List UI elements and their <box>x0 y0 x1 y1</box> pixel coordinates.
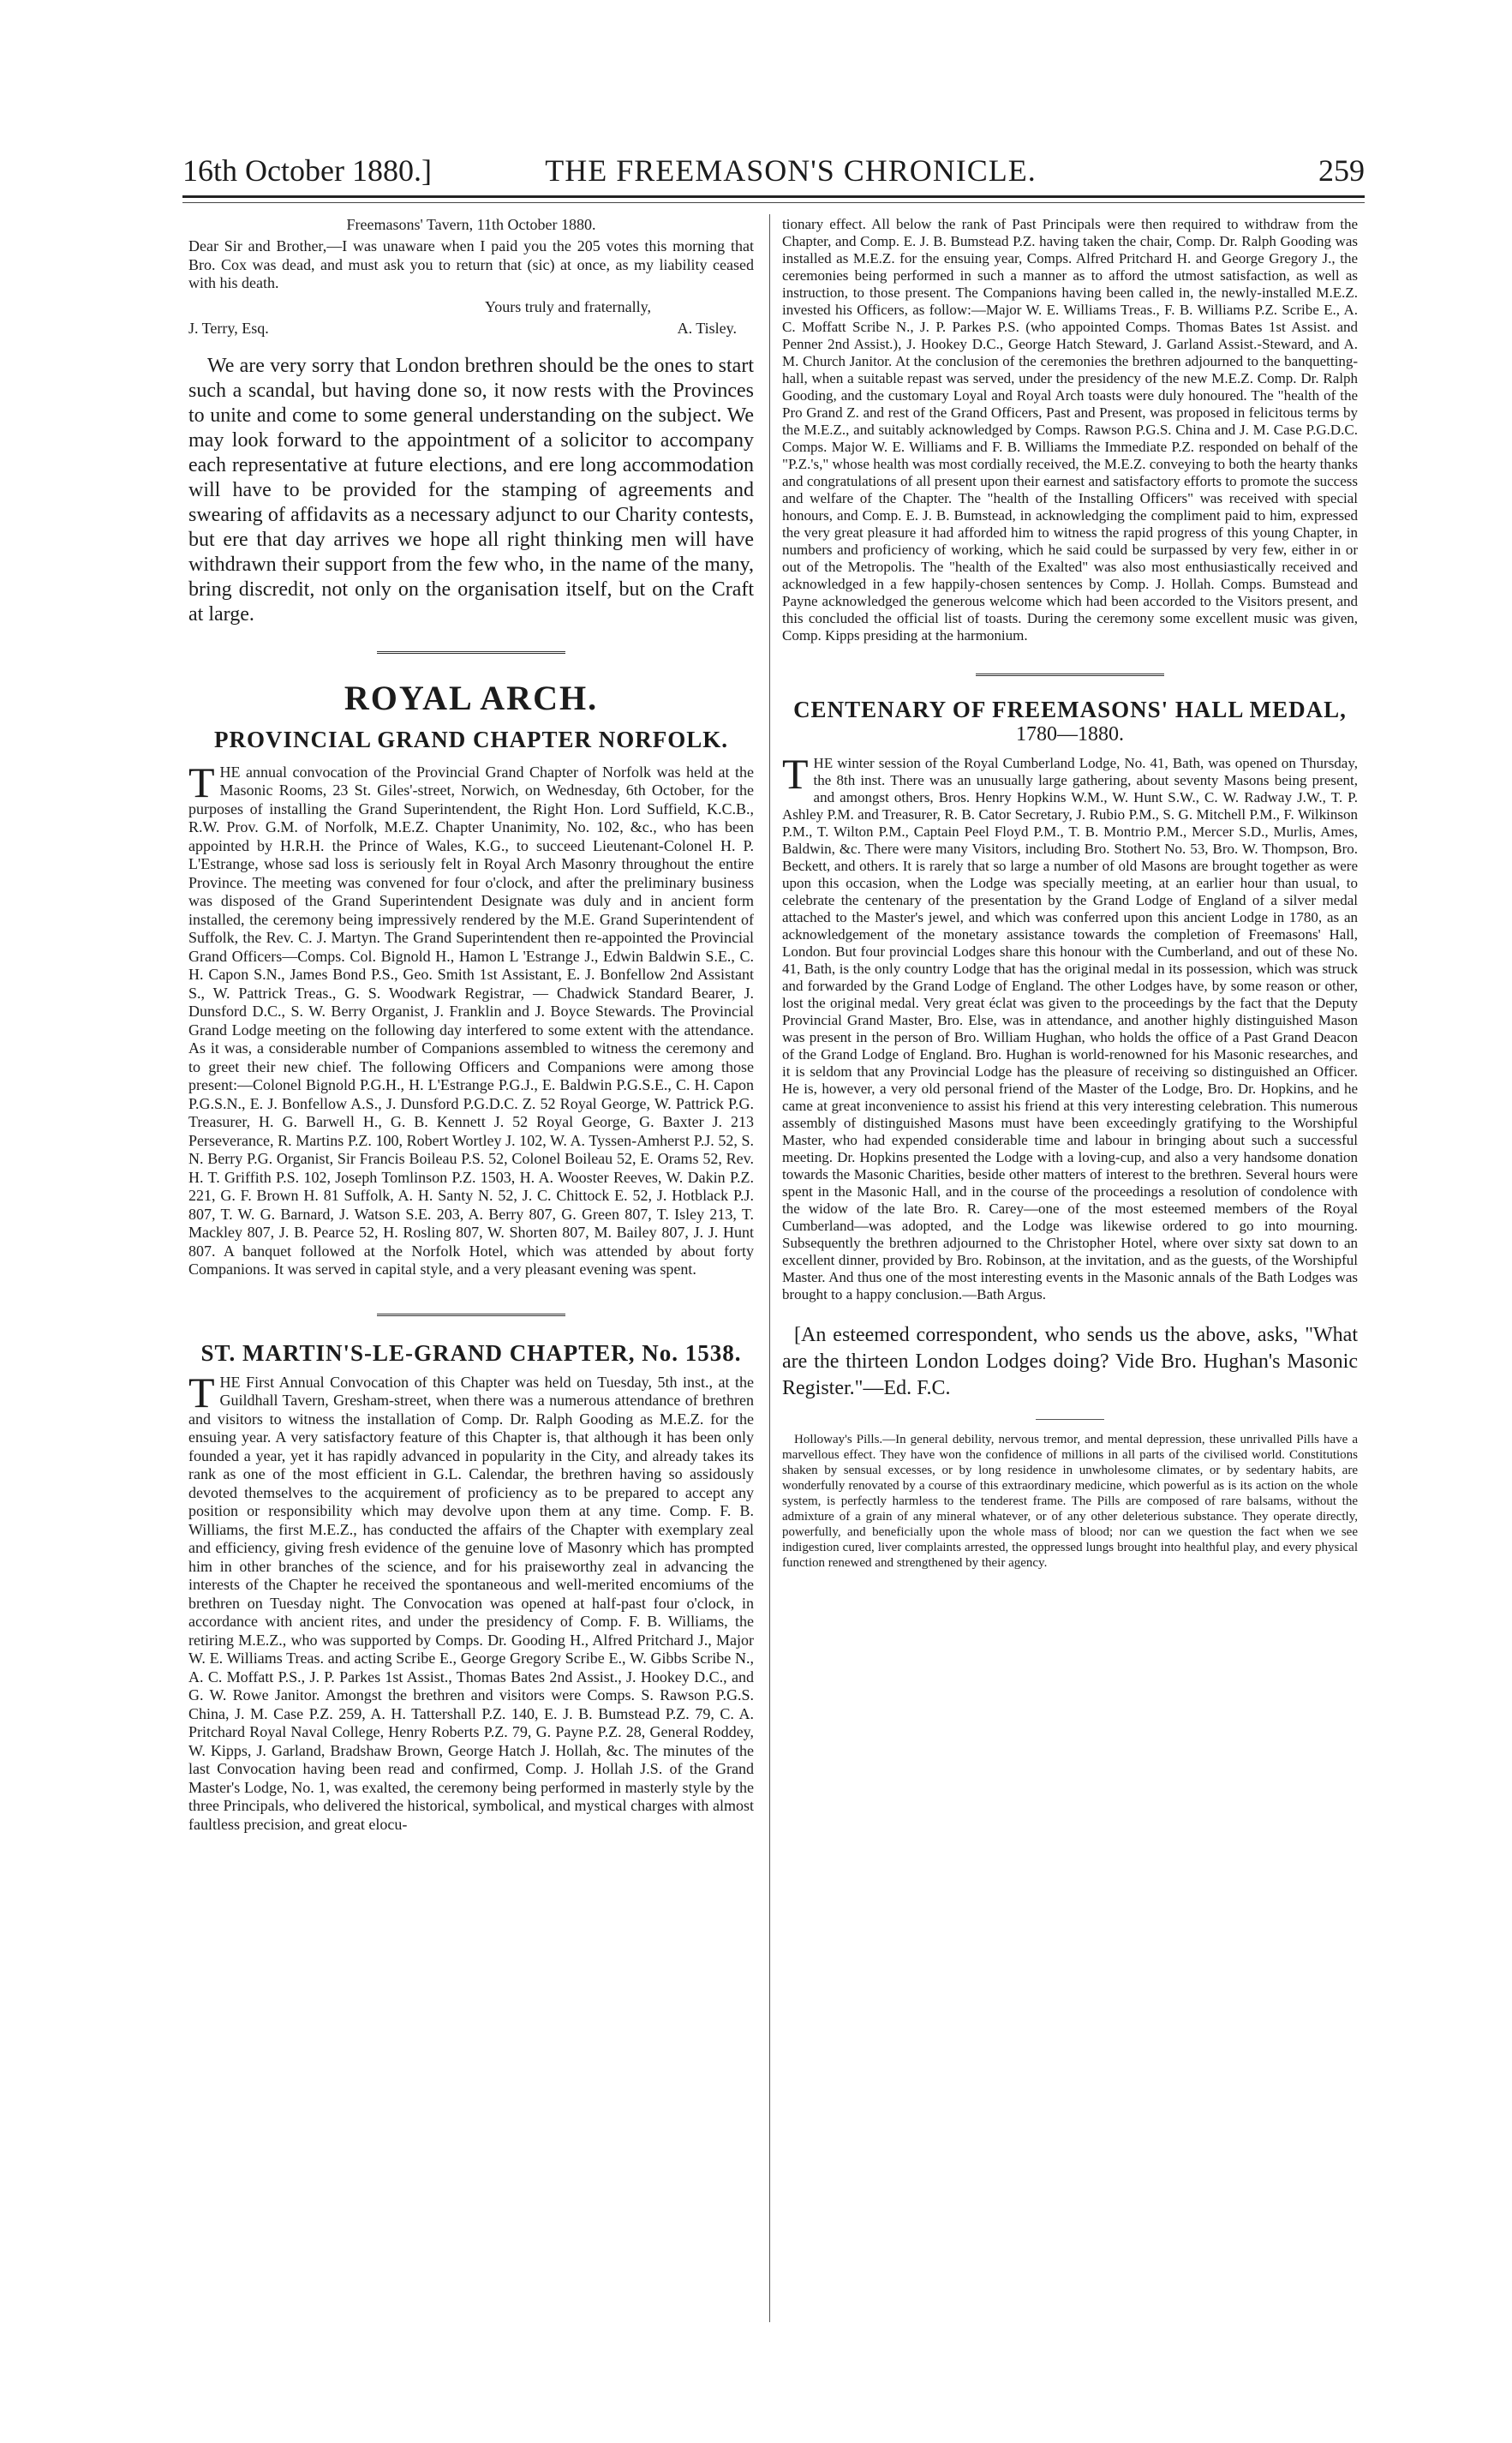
left-column <box>188 216 754 1834</box>
section-heading-royal-arch: ROYAL ARCH. <box>344 678 599 717</box>
centenary-article <box>782 750 1358 1303</box>
header-rule-thin <box>182 202 1365 203</box>
letter-body: Dear Sir and Brother,—I was unaware when I paid you the 205 votes this morning that Bro. Cox was dead, and must ask you to return that (sic) at once, as my liability ceased with his death. <box>188 237 754 291</box>
centenary-body: HE winter session of the Royal Cumberland Lodge, No. 41, Bath, was opened on Thursday, the 8th inst. There was an unusually large gathering, about seventy Masons being present, and amongst others, Bros. Henry Hopkins W.M., W. Hunt S.W., C. W. Radway J.W., T. P. Ashley P.M. and Treasurer, R. B. Cator Secretary, J. Rubio P.M., S. G. Mitchell P.M., F. Wilkinson P.M., T. Wilton P.M., Captain Peel Floyd P.M., T. B. Montrio P.M., Mercer S.D., Murlis, Ames, Baldwin, &c. There were many Visitors, including Bro. Stothert No. 53, Bro. W. Thompson, Bro. Beckett, and others. It is rarely that so large a number of old Masons are brought together as were upon this occasion, when the Lodge was specially meeting, at an earlier hour than usual, to celebrate the centenary of the presentation by the Grand Lodge of England of a silver medal attached to the Master's jewel, and which was conferred upon this ancient Lodge in 1780, as an acknowledgement of the monetary assistance towards the completion of Freemasons' Hall, London. But four provincial Lodges share this honour with the Cumberland, and out of these No. 41, Bath, is the only country Lodge that has the original medal in its possession, which was struck and forwarded by the Grand Lodge of England. The other Lodges have, by some reason or other, lost the original medal. Very great éclat was given to the proceedings by the fact that the Deputy Provincial Grand Master, Bro. Else, was in attendance, and another highly distinguished Mason was present in the person of Bro. William Hughan, who holds the office of a Past Grand Deacon of the Grand Lodge of England. Bro. Hughan is world-renowned for his Masonic researches, and it is seldom that any Provincial Lodge has the pleasure of receiving so distinguished an Officer. He is, however, a very old personal friend of the Master of the Lodge, Bro. Dr. Hopkins, and he came at great inconvenience to assist his friend at this very interesting celebration. This numerous assembly of distinguished Masons must have been exceedingly gratifying to the Worshipful Master, who had expended considerable time and labour in bringing about such a successful meeting. Dr. Hopkins presented the Lodge with a loving-cup, and also a very handsome donation towards the Masonic Charities, beside other matters of interest to the brethren. Several hours were spent in the Masonic Hall, and in the course of the proceedings a resolution of condolence with the widow of the late Bro. R. Carey—one of the most esteemed members of the Royal Cumberland—was adopted, and the Lodge was likewise ordered to go into mourning. Subsequently the brethren adjourned to the Christopher Hotel, where over sixty sat down to an excellent dinner, provided by Bro. Robinson, at the invitation, and as the guests, of the Worshipful Master. And thus one of the most interesting events in the Masonic annals of the Bath Lodges was brought to a happy conclusion.—Bath Argus. <box>782 755 1358 1302</box>
centenary-years: 1780—1880. <box>1016 723 1124 745</box>
short-rule <box>1036 1419 1104 1420</box>
st-martins-body: HE First Annual Convocation of this Chapter was held on Tuesday, 5th inst., at the Guildhall Tavern, Gresham-street, when there was a numerous attendance of brethren and visitors to witness the installation of Comp. Dr. Ralph Gooding as M.E.Z. for the ensuing year. A very satisfactory feature of this Chapter is, that although it has been only founded a year, yet it has rapidly advanced in popularity in the City, and already takes its rank as one of the most efficient in G.L. Calendar, the brethren having so assidously devoted themselves to the acquirement of proficiency as to be prepared to accept any position or responsibility which may devolve upon them at any time. Comp. F. B. Williams, the first M.E.Z., has conducted the affairs of the Chapter with exemplary zeal and efficiency, giving fresh evidence of the genuine love of Masonry which has prompted him in other branches of the science, and for his praiseworthy zeal in advancing the interests of the Chapter he received the spontaneous and well-merited encomiums of the brethren on Tuesday night. The Convocation was opened at half-past four o'clock, in accordance with ancient rites, and under the presidency of Comp. F. B. Williams, the retiring M.E.Z., who was supported by Comps. Dr. Gooding H., Alfred Pritchard J., Major W. E. Williams Treas. and acting Scribe E., George Gregory Scribe E., W. Gibbs Scribe N., A. C. Moffatt P.S., J. P. Parkes 1st Assist., Thomas Bates 2nd Assist., J. Hookey D.C., and G. W. Rowe Janitor. Amongst the brethren and visitors were Comps. S. Rawson P.G.S. China, J. M. Case P.Z. 259, A. H. Tattershall P.Z. 140, E. J. B. Bumstead P.Z. 79, C. A. Pritchard Royal Naval College, Henry Roberts P.Z. 79, G. Payne P.Z. 28, General Roddey, W. Kipps, J. Garland, Bradshaw Brown, George Hatch J. Hollah, &c. The minutes of the last Convocation having been read and confirmed, Comp. J. Hollah J.S. of the Grand Master's Lodge, No. 1, was exalted, the ceremony being performed in masterly style by the three Principals, who delivered the historical, symbolical, and mystical charges with almost faultless precision, and great elocu- <box>188 1373 754 1833</box>
section-rule <box>976 674 1164 680</box>
norfolk-body: HE annual convocation of the Provincial Grand Chapter of Norfolk was held at the Masonic Rooms, 23 St. Giles'-street, Norwich, on Wednesday, 6th October, for the purposes of installing the Grand Superintendent, the Right Hon. Lord Suffield, K.C.B., R.W. Prov. G.M. of Norfolk, M.E.Z. Chapter Unanimity, No. 102, &c., who has been appointed by H.R.H. the Prince of Wales, K.G., to succeed Lieutenant-Colonel H. P. L'Estrange, whose sad loss is seriously felt in Royal Arch Masonry throughout the entire Province. The meeting was convened for four o'clock, and after the preliminary business was disposed of the Grand Superintendent Designate was duly and in ancient form installed, the ceremony being impressively rendered by the M.E. Grand Superintendent of Suffolk, the Rev. C. J. Martyn. The Grand Superintendent then re-appointed the Provincial Grand Officers—Comps. Col. Bignold H., Hamon L 'Estrange J., Edwin Baldwin S.E., C. H. Capon S.N., James Bond P.S., Geo. Smith 1st Assistant, E. J. Bonfellow 2nd Assistant S., W. Pattrick Treas., G. S. Woodwark Registrar, — Chadwick Standard Bearer, J. Dunsford D.C., S. W. Berry Organist, J. Franklin and J. Boyce Stewards. The Provincial Grand Lodge meeting on the following day interfered to some extent with the attendance. As it was, a considerable number of Companions assembled to witness the ceremony and to greet their new chief. The following Officers and Companions were among those present:—Colonel Bignold P.G.H., H. L'Estrange P.G.J., E. Baldwin P.G.S.E., C. H. Capon P.G.S.N., E. J. Bonfellow A.S., J. Dunsford P.G.D.C. Z. 52 Royal George, W. Pattrick P.G. Treasurer, H. G. Barwell H., G. B. Kennett J. 52 Royal George, G. Baxter J. 213 Perseverance, R. Martins P.Z. 100, Robert Wortley J. 102, W. A. Tyssen-Amherst P.J. 52, S. N. Berry P.G. Organist, Sir Francis Boileau P.S. 52, Colonel Boileau 52, E. Orams 52, Rev. H. T. Griffith P.S. 102, Joseph Tomlinson P.Z. 1503, H. A. Wooster Reeves, W. Dakin P.Z. 221, G. F. Brown H. 81 Suffolk, A. H. Santy N. 52, J. C. Chittock E. 52, J. Hotblack P.J. 807, T. W. G. Barnard, J. Watson S.E. 203, A. Berry 807, G. Green 807, T. Isley 213, T. Mackley 807, J. B. Pearce 52, H. Rosling 807, W. Shorten 807, M. Bailey 807, J. J. Hunt 807. A banquet followed at the Norfolk Hotel, which was attended by about forty Companions. It was served in capital style, and a very pleasant evening was spent. <box>188 763 754 1278</box>
header-rule <box>182 195 1365 198</box>
letter-place-date: Freemasons' Tavern, 11th October 1880. <box>346 216 596 233</box>
subheading-norfolk: PROVINCIAL GRAND CHAPTER NORFOLK. <box>213 726 729 752</box>
publication-title: THE FREEMASON'S CHRONICLE. <box>545 153 1037 188</box>
letter-closing: Yours truly and fraternally, <box>485 297 651 315</box>
issue-date: 16th October 1880.] <box>182 153 432 188</box>
dropcap-norfolk: T <box>188 757 215 806</box>
page-number: 259 <box>1318 153 1365 188</box>
st-martins-article <box>188 1368 754 1835</box>
column-divider <box>769 214 770 2322</box>
subheading-centenary: CENTENARY OF FREEMASONS' HALL MEDAL, <box>793 697 1347 722</box>
right-column <box>782 216 1358 1571</box>
editor-notice: [An esteemed correspondent, who sends us the above, asks, "What are the thirteen London Lodges doing? Vide Bro. Hughan's Masonic Register."—Ed. F.C. <box>782 1324 1358 1399</box>
holloway-advert: Holloway's Pills.—In general debility, nervous tremor, and mental depression, these unrivalled Pills have a marvellous effect. They have won the confidence of millions in all parts of the civilised world. Constitutions shaken by sensual excesses, or by long residence in unwholesome climates, or by sedentary habits, are wonderfully renovated by a course of this extraordinary medicine, which powerful as is its action on the whole system, is perfectly harmless to the tenderest frame. The Pills are composed of rare balsams, without the admixture of a grain of any mineral whatever, or of any other deleterious substance. They operate directly, powerfully, and beneficially upon the whole mass of blood; nor can we question the fact when we see indigestion cured, liver complaints arrested, the oppressed lungs brought into healthful play, and every physical function renewed and strengthened by their agency. <box>782 1433 1358 1570</box>
st-martins-continuation: tionary effect. All below the rank of Past Principals were then required to withdraw from the Chapter, and Comp. E. J. B. Bumstead P.Z. having taken the chair, Comp. Dr. Ralph Gooding was installed as M.E.Z. for the ensuing year, Comps. Alfred Pritchard H. and George Gregory J., the ceremonies being performed in such a manner as to afford the utmost satisfaction, as well as instruction, to those present. The Companions having been called in, the newly-installed M.E.Z. invested his Officers, as follow:—Major W. E. Williams Treas., F. B. Williams P.Z. Scribe E., A. C. Moffatt Scribe N., J. P. Parkes P.S. (who appointed Comps. Thomas Bates 1st Assist. and Penner 2nd Assist.), J. Hookey D.C., George Hatch Steward, J. Garland Assist.-Steward, and A. M. Church Janitor. At the conclusion of the ceremonies the brethren adjourned to the banquetting-hall, when a suitable repast was served, under the presidency of the new M.E.Z. Comp. Dr. Ralph Gooding, and the customary Loyal and Royal Arch toasts were duly honoured. The "health of the Pro Grand Z. and rest of the Grand Officers, Past and Present, was proposed in felicitous terms by the M.E.Z., and suitably acknowledged by Comps. Rawson P.G.S. China and J. M. Case P.G.D.C. Comps. Major W. E. Williams and F. B. Williams the Immediate P.Z. responded on behalf of the "P.Z.'s," whose health was most cordially received, the M.E.Z. conveying to both the hearty thanks and congratulations of all present upon their earnest and satisfactory efforts to promote the success and welfare of the Chapter. The "health of the Installing Officers" was received with special honours, and Comp. E. J. B. Bumstead, in acknowledging the compliment paid to him, expressed the very great pleasure it had afforded him to witness the rapid progress of this young Chapter, in numbers and proficiency of working, which he said could be surpassed by very few, either in or out of the Metropolis. The "health of the Exalted" was also most enthusiastically received and acknowledged in a few happily-chosen sentences by Comp. J. Hollah. Comps. Bumstead and Payne acknowledged the generous welcome which had been accorded to the Visitors present, and this concluded the official list of toasts. During the ceremony some excellent music was given, Comp. Kipps presiding at the harmonium. <box>782 216 1358 644</box>
dropcap-st-martins: T <box>188 1368 215 1416</box>
letter-recipient: J. Terry, Esq. <box>188 319 269 337</box>
section-rule <box>377 651 565 657</box>
norfolk-article <box>188 757 754 1279</box>
editorial-comment: We are very sorry that London brethren should be the ones to start such a scandal, but having done so, it now rests with the Provinces to unite and come to some general understanding on the subject. We may look forward to the appointment of a solicitor to accompany each representative at future elections, and ere long accommodation will have to be provided for the stamping of agreements and swearing of affidavits as a necessary adjunct to our Charity contests, but ere that day arrives we hope all right thinking men will have withdrawn their support from the few who, in the name of the many, bring discredit, not only on the organisation itself, but on the Craft at large. <box>188 354 754 626</box>
letter-signature: A. Tisley. <box>677 319 737 337</box>
dropcap-centenary: T <box>782 750 809 798</box>
section-rule <box>377 1314 565 1320</box>
letter-signoff <box>188 320 754 340</box>
subheading-st-martins: ST. MARTIN'S-LE-GRAND CHAPTER, No. 1538. <box>200 1339 742 1366</box>
page-header <box>182 153 1365 195</box>
